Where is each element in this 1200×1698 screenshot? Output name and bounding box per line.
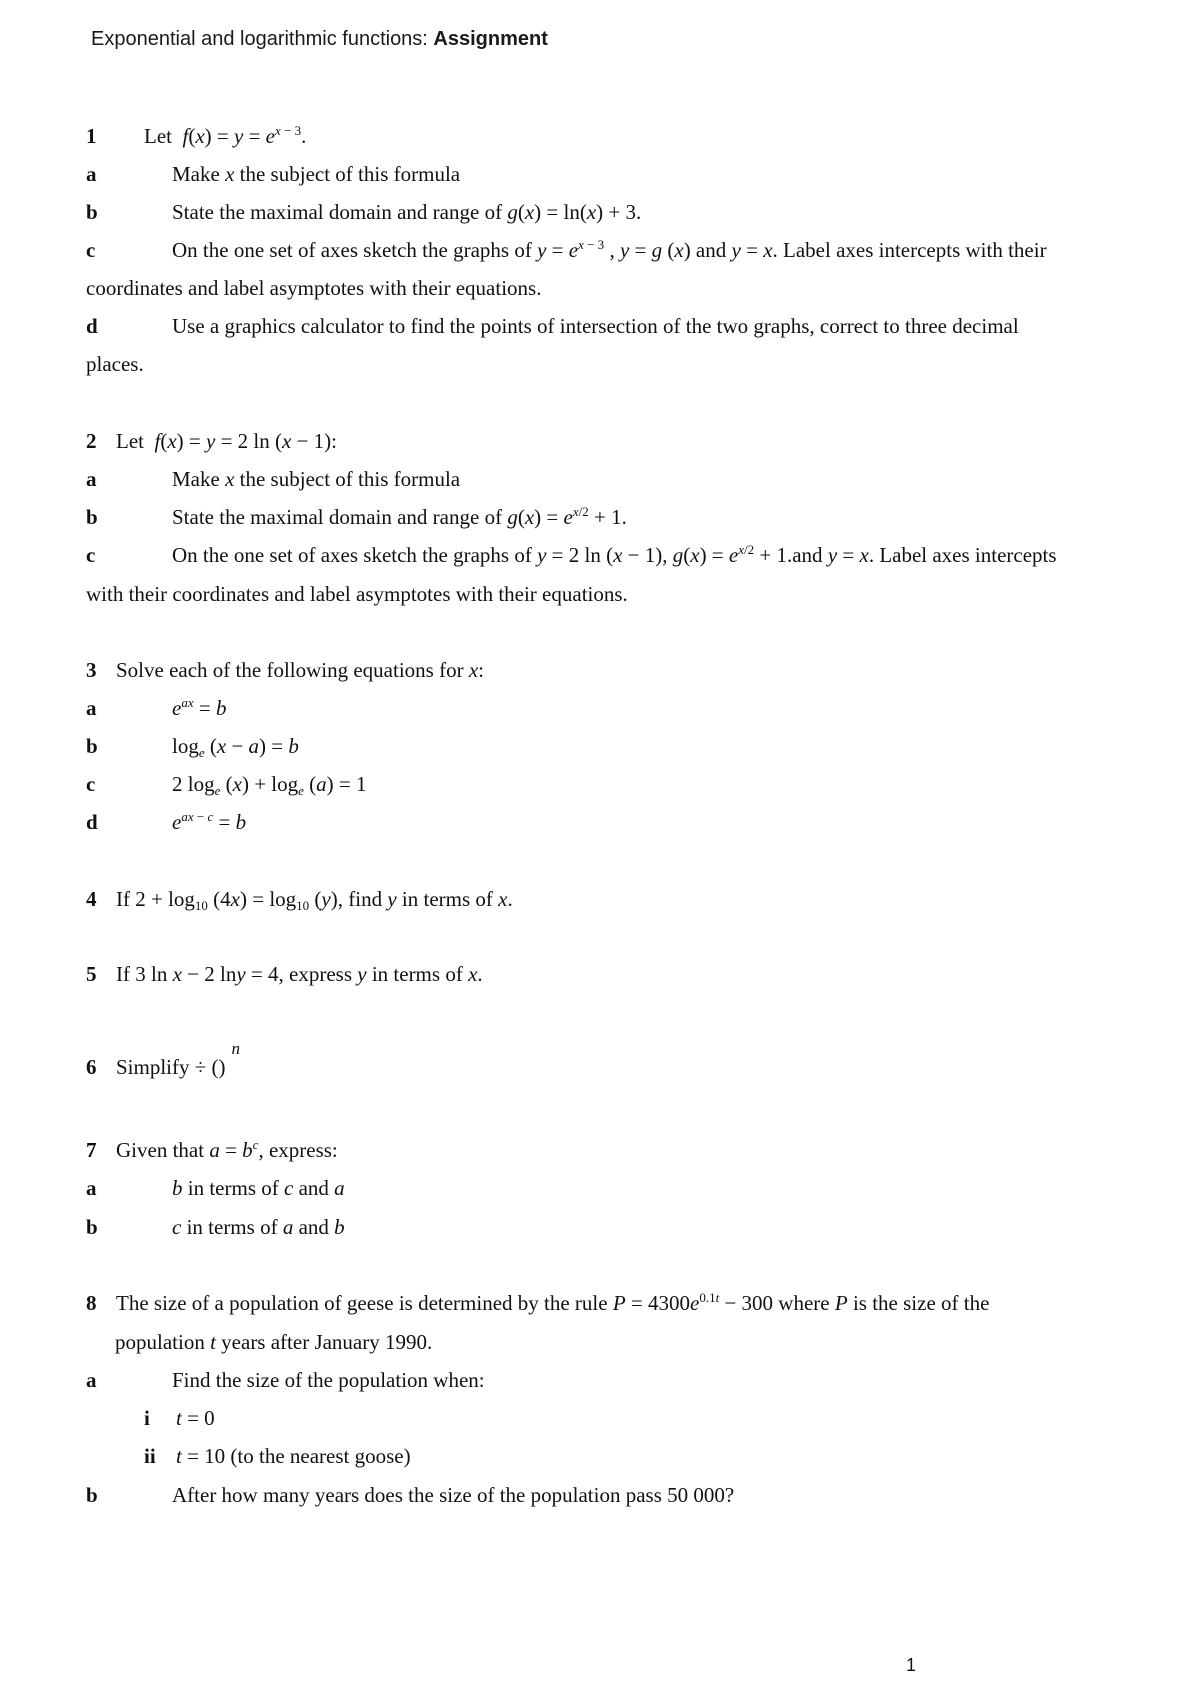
q7-part-a: a b in terms of c and a — [86, 1176, 345, 1200]
q2-number: 2 — [86, 429, 97, 453]
q3-d-label: d — [86, 810, 98, 834]
q1-c-continued: coordinates and label asymptotes with their equations. — [86, 276, 542, 300]
q1-d-text: Use a graphics calculator to find the points of intersection of the two graphs, correct to three decimal — [172, 314, 1019, 338]
q8-stem-continued: population t years after January 1990. — [115, 1330, 433, 1354]
q1-d-label: d — [86, 314, 98, 338]
page-number: 1 — [906, 1655, 917, 1675]
q8-ii-label: ii — [144, 1444, 156, 1468]
q1-number: 1 — [86, 124, 97, 148]
q8-b-label: b — [86, 1483, 98, 1507]
header-title: Exponential and logarithmic functions: — [91, 28, 434, 50]
q2-stem: 2 Let f(x) = y = 2 ln (x − 1): — [86, 429, 337, 453]
q2-part-b: b State the maximal domain and range of $g(x) = e^{x/2} + 1$. — [86, 504, 627, 529]
q8-a-label: a — [86, 1368, 97, 1392]
header-title-bold: Assignment — [433, 28, 548, 50]
q7-number: 7 — [86, 1138, 97, 1162]
q3-part-a: a $e^{ax} = b$ — [86, 695, 227, 720]
q3-part-c: c 2 $\log_e (x) + \log_e (a) = 1$ — [86, 772, 367, 798]
q8-i-label: i — [144, 1406, 150, 1430]
q6-expression: Simplify ÷ () — [116, 1055, 226, 1079]
q1-a-label: a — [86, 162, 97, 186]
q1-c-label: c — [86, 238, 96, 262]
q7-part-b: b c in terms of a and b — [86, 1215, 345, 1239]
page-header — [91, 28, 548, 51]
q8-part-b — [86, 1481, 1126, 1509]
q1-part-c: c On the one set of axes sketch the graphs of $y = e^{x - 3}$ , y = g (x) and y = x. Label axes intercepts with their — [86, 237, 1047, 262]
q6-number: 6 — [86, 1055, 97, 1079]
q3-b-label: b — [86, 734, 98, 758]
q3-c-label: c — [86, 772, 96, 796]
q8-a-text: Find the size of the population when: — [172, 1368, 485, 1392]
q8-stem: 8 The size of a population of geese is determined by the rule $P = 4300e^{0.1t} - 300$ where P is the size of the — [86, 1290, 990, 1315]
q2-b-label: b — [86, 505, 98, 529]
q1-d-continued: places. — [86, 352, 144, 376]
q7-b-label: b — [86, 1215, 98, 1239]
q3-stem: 3 Solve each of the following equations for x: — [86, 658, 484, 682]
q8-part-a-i: i t = 0 — [144, 1406, 215, 1430]
q2-c-continued: with their coordinates and label asymptotes with their equations. — [86, 582, 628, 606]
q8-b-text: After how many years does the size of the population pass 50 000? — [172, 1483, 735, 1507]
q1-part-d — [86, 312, 1126, 340]
q1-part-a: a Make x the subject of this formula — [86, 162, 461, 186]
q6-text — [86, 1039, 1126, 1083]
q3-part-d: d $e^{ax - c} = b$ — [86, 809, 247, 834]
q2-part-c: c On the one set of axes sketch the graphs of y = 2 ln (x − 1), $g(x) = e^{x/2} + 1.and$ y = x. Label axes intercepts — [86, 542, 1057, 567]
q4-text: 4 If $2 + \log_{10} (4x) = \log_{10} (y)$, find y in terms of x. — [86, 887, 513, 913]
q4-number: 4 — [86, 887, 97, 911]
q5-number: 5 — [86, 962, 97, 986]
q5-text: 5 If 3 ln x − 2 lny = 4, express y in terms of x. — [86, 962, 483, 986]
q2-a-label: a — [86, 467, 97, 491]
q1-part-b: b State the maximal domain and range of g(x) = ln(x) + 3. — [86, 200, 642, 224]
q1-stem: 1 Let $f(x) = y = e^{x - 3}$. — [86, 123, 307, 148]
q3-part-b: b $\log_e (x - a) = b$ — [86, 734, 299, 760]
q7-stem: 7 Given that $a = b^c$, express: — [86, 1137, 338, 1162]
q8-part-a-ii: ii t = 10 (to the nearest goose) — [144, 1444, 411, 1468]
q7-a-label: a — [86, 1176, 97, 1200]
q3-number: 3 — [86, 658, 97, 682]
q3-a-label: a — [86, 696, 97, 720]
q2-part-a: a Make x the subject of this formula — [86, 467, 461, 491]
q1-b-label: b — [86, 200, 98, 224]
q6-exponent: n — [231, 1039, 241, 1058]
q2-c-label: c — [86, 543, 96, 567]
q8-number: 8 — [86, 1291, 97, 1315]
q8-part-a — [86, 1366, 1126, 1394]
